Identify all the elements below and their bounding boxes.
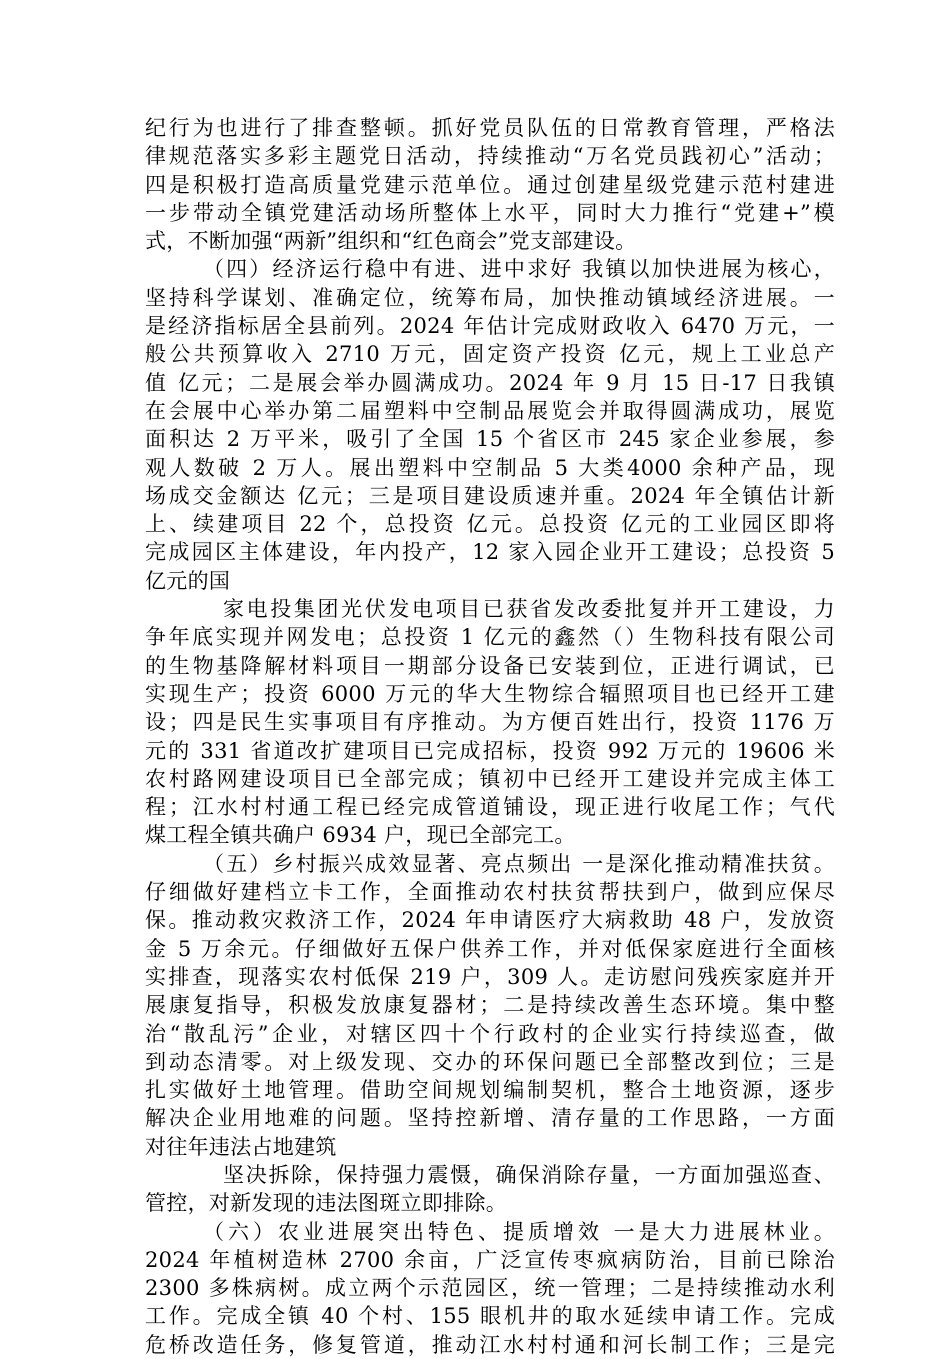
text-line: 般公共预算收入 2710 万元，固定资产投资 亿元，规上工业总产 [145, 342, 835, 367]
text-line: 危桥改造任务，修复管道，推动江水村村通和河长制工作；三是完 [145, 1332, 835, 1357]
text-line: 实现生产；投资 6000 万元的华大生物综合辐照项目也已经开工建 [145, 681, 835, 706]
section-heading-line: （六）农业进展突出特色、提质增效 一是大力进展林业。 [203, 1219, 835, 1244]
text-line: 元的 331 省道改扩建项目已完成招标，投资 992 万元的 19606 米 [145, 738, 835, 763]
paragraph-land-management [145, 1161, 835, 1218]
text-line: 工作。完成全镇 40 个村、155 眼机井的取水延续申请工作。完成 [145, 1304, 835, 1329]
text-line: 金 5 万余元。仔细做好五保户供养工作，并对低保家庭进行全面核 [145, 936, 835, 961]
text-line: 煤工程全镇共确户 6934 户，现已全部完工。 [145, 823, 576, 848]
text-line: 治“散乱污”企业，对辖区四十个行政村的企业实行持续巡查，做 [145, 1021, 835, 1046]
paragraph-economy [145, 255, 835, 595]
text-line: 面积达 2 万平米，吸引了全国 15 个省区市 245 家企业参展，参 [145, 427, 835, 452]
text-line: 到动态清零。对上级发现、交办的环保问题已全部整改到位；三是 [145, 1049, 835, 1074]
text-line: 坚持科学谋划、准确定位，统筹布局，加快推动镇域经济进展。一 [145, 285, 835, 310]
section-heading-line: （四）经济运行稳中有进、进中求好 我镇以加快进展为核心， [203, 257, 835, 282]
paragraph-party-building [145, 114, 835, 255]
text-line: 家电投集团光伏发电项目已获省发改委批复并开工建设，力 [223, 597, 835, 622]
text-line: 争年底实现并网发电；总投资 1 亿元的鑫然（）生物科技有限公司 [145, 625, 835, 650]
document-body [145, 114, 835, 1359]
text-line: 展康复指导，积极发放康复器材；二是持续改善生态环境。集中整 [145, 993, 835, 1018]
text-line: 式，不断加强“两新”组织和“红色商会”党支部建设。 [145, 229, 637, 254]
text-line: 亿元的国 [145, 568, 231, 593]
text-line: 实排查，现落实农村低保 219 户，309 人。走访慰问残疾家庭并开 [145, 964, 835, 989]
text-line: 场成交金额达 亿元；三是项目建设质速并重。2024 年全镇估计新 [145, 483, 835, 508]
text-line: 完成园区主体建设，年内投产，12 家入园企业开工建设；总投资 5 [145, 540, 835, 565]
paragraph-rural-revitalization [145, 850, 835, 1161]
text-line: 仔细做好建档立卡工作，全面推动农村扶贫帮扶到户，做到应保尽 [145, 880, 835, 905]
text-line: 一步带动全镇党建活动场所整体上水平，同时大力推行“党建+”模 [145, 200, 835, 225]
text-line: 2300 多株病树。成立两个示范园区，统一管理；二是持续推动水利 [145, 1276, 835, 1301]
text-line: 四是积极打造高质量党建示范单位。通过创建星级党建示范村建进 [145, 172, 835, 197]
text-line: 律规范落实多彩主题党日活动，持续推动“万名党员践初心”活动； [145, 144, 835, 169]
section-heading-line: （五）乡村振兴成效显著、亮点频出 一是深化推动精准扶贫。 [203, 851, 835, 876]
text-line: 扎实做好土地管理。借助空间规划编制契机，整合土地资源，逐步 [145, 1078, 835, 1103]
text-line: 观人数破 2 万人。展出塑料中空制品 5 大类4000 余种产品，现 [145, 455, 835, 480]
text-line: 是经济指标居全县前列。2024 年估计完成财政收入 6470 万元，一 [145, 314, 835, 339]
text-line: 保。推动救灾救济工作，2024 年申请医疗大病救助 48 户，发放资 [145, 908, 835, 933]
paragraph-projects [145, 595, 835, 850]
text-line: 坚决拆除，保持强力震慑，确保消除存量，一方面加强巡查、 [223, 1162, 835, 1187]
text-line: 对往年违法占地建筑 [145, 1134, 337, 1159]
text-line: 管控，对新发现的违法图斑立即排除。 [145, 1191, 508, 1216]
text-line: 上、续建项目 22 个，总投资 亿元。总投资 亿元的工业园区即将 [145, 512, 835, 537]
text-line: 纪行为也进行了排查整顿。抓好党员队伍的日常教育管理，严格法 [145, 116, 835, 140]
text-line: 程；江水村村通工程已经完成管道铺设，现正进行收尾工作；气代 [145, 795, 835, 820]
paragraph-agriculture [145, 1218, 835, 1359]
text-line: 的生物基降解材料项目一期部分设备已安装到位，正进行调试，已 [145, 653, 835, 678]
text-line: 值 亿元；二是展会举办圆满成功。2024 年 9 月 15 日-17 日我镇 [145, 370, 835, 395]
text-line: 农村路网建设项目已全部完成；镇初中已经开工建设并完成主体工 [145, 766, 835, 791]
text-line: 2024 年植树造林 2700 余亩，广泛宣传枣疯病防治，目前已除治 [145, 1247, 835, 1272]
text-line: 解决企业用地难的问题。坚持控新增、清存量的工作思路，一方面 [145, 1106, 835, 1131]
text-line: 在会展中心举办第二届塑料中空制品展览会并取得圆满成功，展览 [145, 398, 835, 423]
text-line: 设；四是民生实事项目有序推动。为方便百姓出行，投资 1176 万 [145, 710, 835, 735]
